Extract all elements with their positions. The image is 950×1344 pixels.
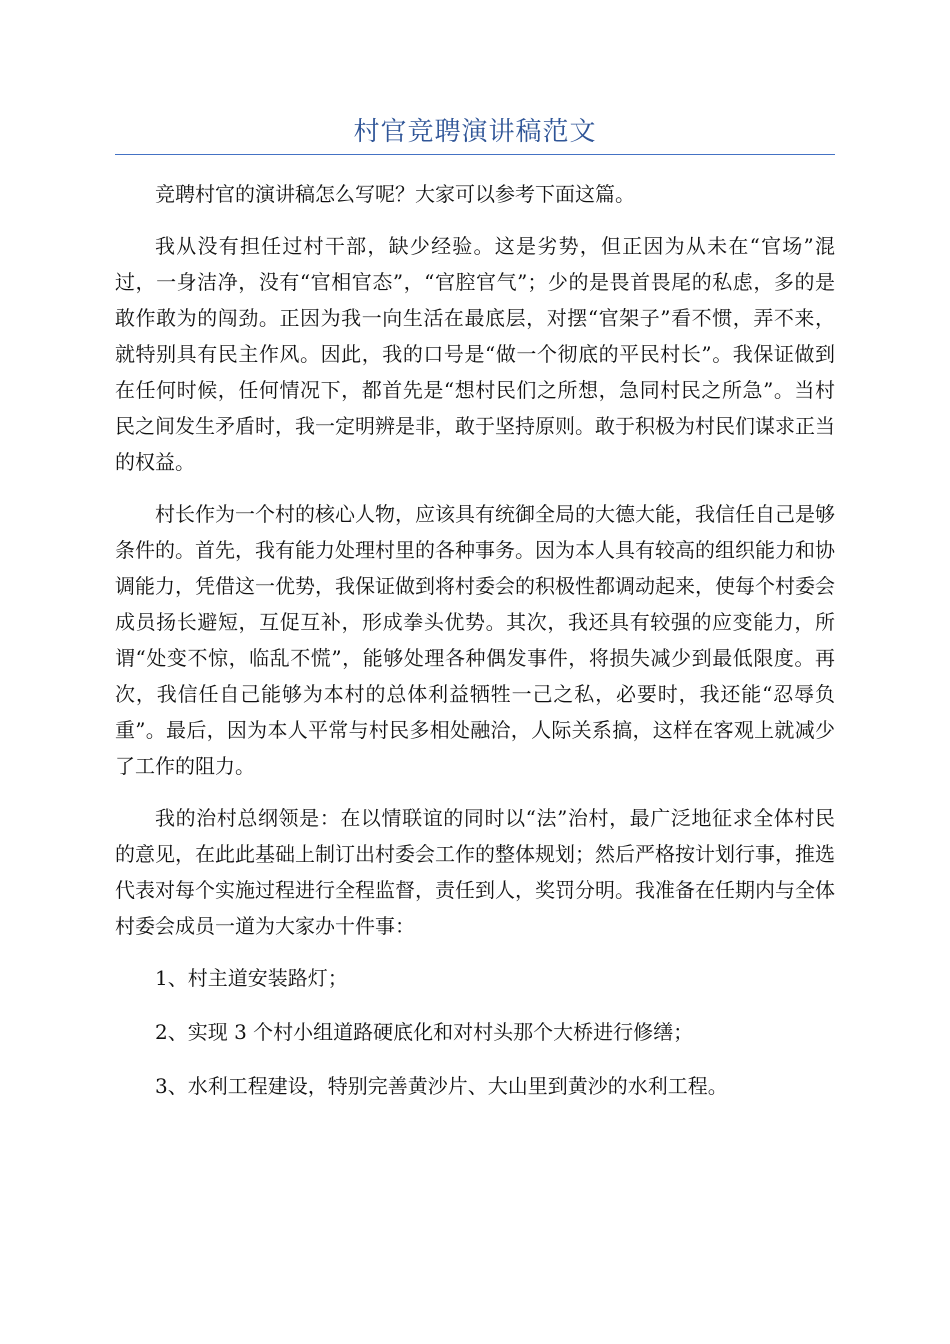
- list-item-3: 3、水利工程建设，特别完善黄沙片、大山里到黄沙的水利工程。: [155, 1074, 728, 1098]
- list-item-2: 2、实现 3 个村小组道路硬底化和对村头那个大桥进行修缮；: [155, 1020, 694, 1044]
- document-title: 村官竞聘演讲稿范文: [353, 117, 597, 147]
- paragraph-experience: 我从没有担任过村干部，缺少经验。这是劣势，但正因为从未在“官场”混过，一身洁净，没有“官相官态”，“官腔官气”；少的是畏首畏尾的私虑，多的是敢作敢为的闯劲。正因为我一向生活在最底层，对摆“官架子”看不惯，弄不来，就特别具有民主作风。因此，我的口号是“做一个彻底的平民村长”。我保证做到在任何时候，任何情况下，都首先是“想村民们之所想，急同村民之所急”。当村民之间发生矛盾时，我一定明辨是非，敢于坚持原则。敢于积极为村民们谋求正当的权益。: [115, 234, 835, 474]
- document-body: [115, 176, 835, 1122]
- paragraph-capability: 村长作为一个村的核心人物，应该具有统御全局的大德大能，我信任自己是够条件的。首先，我有能力处理村里的各种事务。因为本人具有较高的组织能力和协调能力，凭借这一优势，我保证做到将村委会的积极性都调动起来，使每个村委会成员扬长避短，互促互补，形成拳头优势。其次，我还具有较强的应变能力，所谓“处变不惊，临乱不慌”，能够处理各种偶发事件，将损失减少到最低限度。再次，我信任自己能够为本村的总体利益牺牲一己之私，必要时，我还能“忍辱负重”。最后，因为本人平常与村民多相处融洽，人际关系搞，这样在客观上就减少了工作的阻力。: [115, 502, 835, 778]
- paragraph-intro: 竞聘村官的演讲稿怎么写呢？大家可以参考下面这篇。: [155, 182, 635, 206]
- paragraph-program: 我的治村总纲领是：在以情联谊的同时以“法”治村，最广泛地征求全体村民的意见，在此此基础上制订出村委会工作的整体规划；然后严格按计划行事，推选代表对每个实施过程进行全程监督，责任到人，奖罚分明。我准备在任期内与全体村委会成员一道为大家办十件事：: [115, 806, 835, 938]
- list-item-1: 1、村主道安装路灯；: [155, 966, 348, 990]
- title-underline: [115, 154, 835, 155]
